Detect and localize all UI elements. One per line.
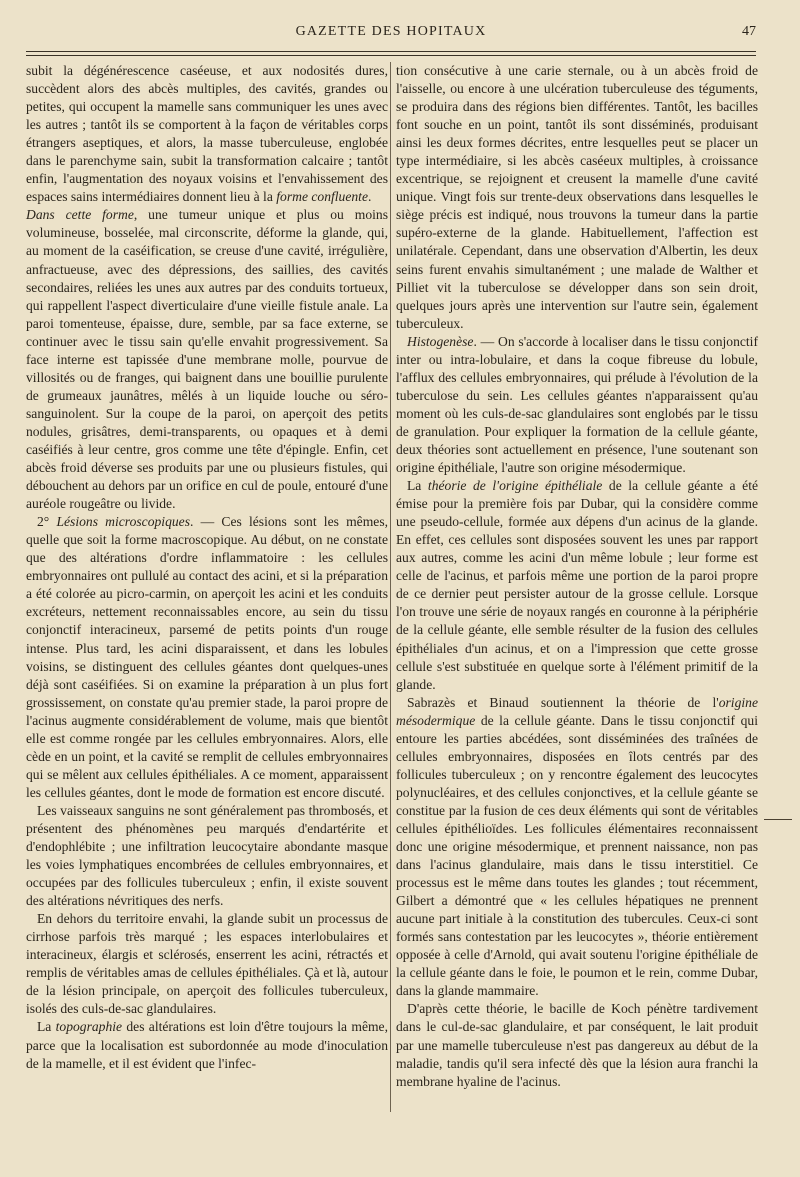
text-run: des altérations est loin d'être toujours la même, parce que la localisation est subordonnée au mode d'inoculation de la mamelle, et il est évident que l'infec-: [26, 1019, 388, 1071]
paragraph: [26, 513, 388, 802]
running-title: GAZETTE DES HOPITAUX: [295, 24, 487, 39]
paragraph: [396, 62, 758, 333]
paragraph: [396, 477, 758, 694]
italic-run: origine mésodermique: [396, 694, 758, 728]
text-run: , une tumeur unique et plus ou moins volumineuse, bosselée, mal circonscrite, déforme la glande, qui, au moment de la caséification, se creuse d'une cavité, irrégulière, anfractueuse, avec des dépressions, des saillies, des cavités secondaires, reliées les unes aux autres par des conduits tortueux, qui rappellent l'aspect diverticulaire d'une vieille fistule anale. La paroi tomenteuse, épaisse, dure, semble, par sa face externe, se continuer avec le tissu sain qu'elle envahit progressivement. Sa face interne est tapissée d'une membrane molle, pourvue de villosités ou de franges, qui baignent dans une bouillie purulente de grumeaux jaunâtres, mêlés à un liquide louche ou séro-sanguinolent. Sur la coupe de la paroi, on aperçoit des petits nodules, grisâtres, demi-transparents, ou opaques et à demi caséifiés à leur centre, gros comme une tête d'épingle. Enfin, cet abcès froid déverse ses produits par une ou plusieurs fistules, qui débouchent au dehors par un orifice en cul de poule, entouré d'une auréole rougeâtre ou livide.: [26, 207, 388, 512]
column-divider: [390, 62, 391, 1112]
text-run: Sabrazès et Binaud soutiennent la théorie de l': [407, 694, 719, 710]
paragraph: [396, 1000, 758, 1090]
paragraph: [396, 694, 758, 1001]
text-run: La: [407, 478, 428, 494]
text-run: La: [37, 1019, 56, 1035]
italic-run: Lésions microscopiques: [56, 514, 191, 530]
text-run: . — Ces lésions sont les mêmes, quelle que soit la forme macroscopique. Au début, on ne constate que des altérations d'ordre inflammatoire : les cellules embryonnaires ont pullulé au contact des acini, et si la préparation a été colorée au picro-carmin, on aperçoit les acini et les conduits excréteurs, nettement reconnaissables encore, au sein du tissu conjonctif interacineux, parsemé de petits points d'un rouge intense. Plus tard, les acini disparaissent, et dans les lobules voisins, se distinguent des cellules géantes dont quelques-unes déjà sont caséifiées. Si on examine la préparation à un plus fort grossissement, on constate qu'au premier stade, la paroi propre de l'acinus augmente considérablement de volume, mais que bientôt elle est comme rongée par les cellules embryonnaires. Alors, elle cède en un point, et la cavité se remplit de cellules embryonnaires qui se mêlent aux cellules épithéliales. A ce moment, apparaissent les cellules géantes, dont le mode de formation est encore discuté.: [26, 514, 389, 800]
text-run: Les vaisseaux sanguins ne sont généralement pas thrombosés, et présentent des phénomènes peu marqués d'endartérite et d'endophlébite ; une infiltration leucocytaire abondante masque les voies lymphatiques encombrées de cellules embryonnaires, et occupées par des follicules tuberculeux ; enfin, il existe souvent des altérations névritiques des nerfs.: [26, 802, 388, 909]
text-run: . — On s'accorde à localiser dans le tissu conjonctif inter ou intra-lobulaire, et dans la coque fibreuse du lobule, l'afflux des cellules embryonnaires, qui prélude à l'évolution de la tuberculose du sein. Les cellules géantes n'apparaissent qu'au moment où les culs-de-sac glandulaires sont englobés par le tissu de granulation. Pour expliquer la formation de la cellule géante, deux théories sont actuellement en présence, l'une soutenant son origine épithéliale, l'autre son origine mésodermique.: [396, 333, 758, 476]
italic-run: Histogenèse: [407, 333, 474, 349]
page-header: [26, 24, 756, 46]
paragraph: [396, 333, 758, 477]
paragraph: [26, 62, 388, 206]
italic-run: forme confluente: [276, 189, 368, 205]
margin-mark: [764, 819, 792, 820]
text-run: subit la dégénérescence caséeuse, et aux nodosités dures, succèdent alors des abcès multiples, des cavités, grandes ou petites, qui occupent la mamelle sans communiquer les unes avec les autres ; tantôt ils se comportent à la façon de véritables corps étrangers aseptiques, et alors, la masse tuberculeuse, englobée dans le parenchyme sain, subit la transformation calcaire ; tantôt enfin, l'augmentation des noyaux voisins et l'envahissement des espaces sains intermédiaires donnent lieu à la: [26, 63, 388, 205]
left-column: [26, 62, 388, 1073]
text-run: D'après cette théorie, le bacille de Koch pénètre tardivement dans le cul-de-sac glandulaire, et par conséquent, le lait produit par une mamelle tuberculeuse n'est pas dangereux au début de la maladie, tandis qu'il sera infecté dès que la lésion aura franchi la membrane hyaline de l'acinus.: [396, 1001, 758, 1089]
text-run: .: [368, 189, 372, 205]
paragraph: [26, 206, 388, 513]
italic-run: topographie: [55, 1019, 123, 1035]
right-column: [396, 62, 758, 1091]
text-run: tion consécutive à une carie sternale, ou à un abcès froid de l'aisselle, ou encore à une ulcération tuberculeuse des téguments, se produira dans des régions bien différentes. Tantôt, les bacilles font souche en un point, tantôt ils sont disséminés, produisant ainsi les deux formes décrites, entre lesquelles peut se placer un type intermédiaire, si les abcès caséeux multiples, à croissance excentrique, se rejoignent et creusent la mamelle d'une cavité unique. Vingt fois sur trente-deux observations dans lesquelles le siège précis est indiqué, nous trouvons la tumeur dans la partie supéro-externe de la glande. Habituellement, l'affection est unilatérale. Cependant, dans une observation d'Albertin, les deux seins furent envahis simultanément ; une malade de Walther et Pilliet vit la tuberculose se développer dans son sein droit, quelques jours après une intervention sur l'autre sein, également tuberculeux.: [396, 63, 758, 331]
paragraph: [26, 910, 388, 1018]
paragraph: [26, 802, 388, 910]
italic-run: théorie de l'origine épithéliale: [427, 478, 603, 494]
page-number: 47: [742, 24, 756, 39]
header-rule-thin: [26, 51, 756, 52]
italic-run: Dans cette forme: [26, 207, 134, 223]
paragraph: [26, 1018, 388, 1072]
text-run: 2°: [37, 514, 57, 530]
header-rule-thick: [26, 55, 756, 56]
text-run: de la cellule géante. Dans le tissu conjonctif qui entoure les parties abcédées, sont disséminées des traînées de cellules embryonnaires, disposées en îlots centrés par des follicules tuberculeux ; on y rencontre également des leucocytes polynucléaires, et des cellules conjonctives, et la cellule géante se constitue par la fusion de ces deux éléments qui sont de véritables cellules épithélioïdes. Les follicules élémentaires reconnaissent donc une origine mésodermique, et prennent naissance, non pas dans l'acinus glandulaire, mais dans le tissu interstitiel. Ce processus est le même dans toutes les glandes ; tout récemment, Gilbert a démontré que « les cellules hépatiques ne prennent aucune part initiale à la constitution des tubercules. Ceux-ci sont formés sans contestation par les leucocytes », théorie entièrement opposée à celle d'Arnold, qui avait soutenu l'origine épithéliale de la cellule géante dans le foie, le poumon et le rein, comme Dubar, dans la glande mammaire.: [396, 712, 758, 999]
text-run: En dehors du territoire envahi, la glande subit un processus de cirrhose parfois très marqué ; les espaces interlobulaires et interacineux, élargis et sclérosés, enserrent les acini, rétractés et remplis de véritables amas de cellules épithéliales. Çà et là, autour de la lésion principale, on aperçoit des follicules tuberculeux, isolés des culs-de-sac glandulaires.: [26, 911, 388, 1017]
text-run: de la cellule géante a été émise pour la première fois par Dubar, qui la considère comme une pseudo-cellule, formée aux dépens d'un acinus de la glande. En effet, ces cellules sont disposées souvent les unes par rapport aux autres, comme les acini d'un même lobule ; leur forme est celle de l'acinus, et parfois même une portion de la paroi propre de ce dernier peut persister autour de la grosse cellule. Lorsque l'on trouve une série de noyaux rangés en couronne à la périphérie de la cellule géante, elle semble résulter de la fusion des cellules épithéliales d'un acinus, et on a l'impression que cette grosse cellule s'est substituée en quelque sorte à l'élément primitif de la glande.: [396, 478, 759, 692]
